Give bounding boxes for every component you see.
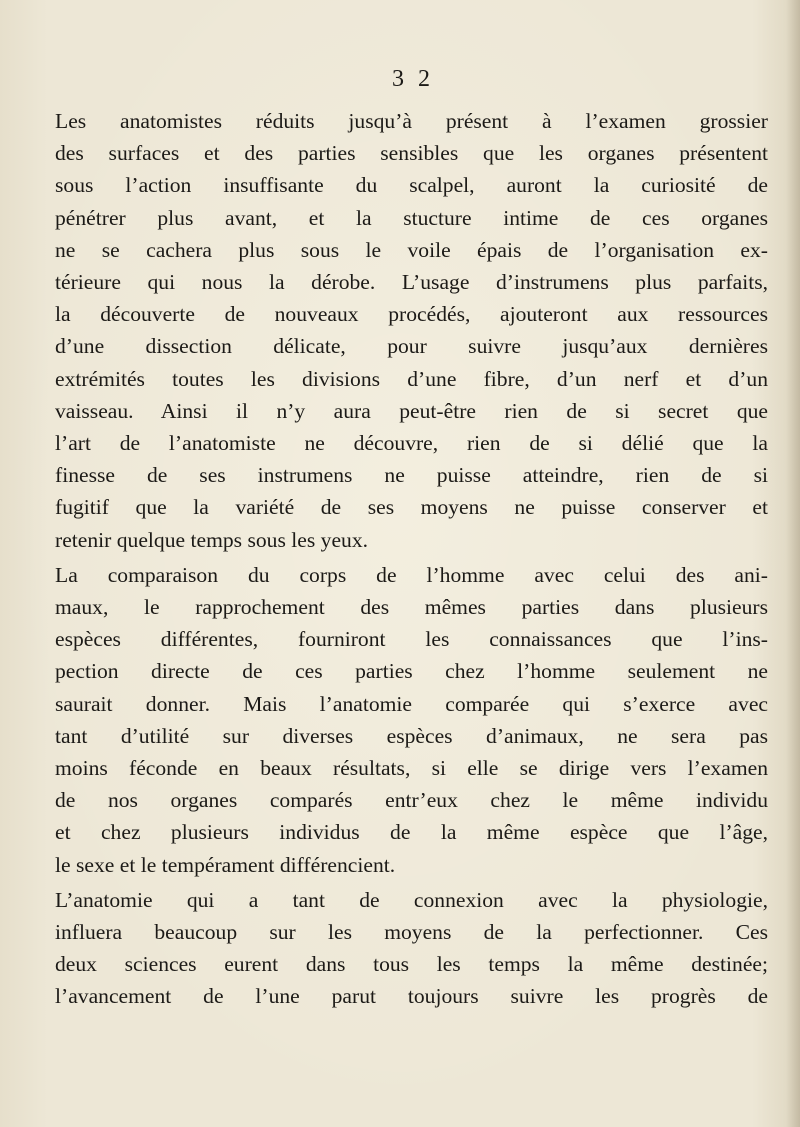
text-line: la découverte de nouveaux procédés, ajouteront aux ressources: [55, 302, 768, 327]
text-line: pénétrer plus avant, et la stucture intime de ces organes: [55, 205, 768, 230]
text-line: deux sciences eurent dans tous les temps la même destinée;: [55, 952, 768, 977]
paragraph-2: [55, 559, 768, 881]
text-line: ne se cachera plus sous le voile épais de l’organisation ex-: [55, 237, 768, 262]
text-line: sous l’action insuffisante du scalpel, auront la curiosité de: [55, 173, 768, 198]
text-line: finesse de ses instrumens ne puisse atteindre, rien de si: [55, 463, 768, 488]
text-line: et chez plusieurs individus de la même espèce que l’âge,: [55, 820, 768, 845]
text-line: l’art de l’anatomiste ne découvre, rien de si délié que la: [55, 431, 768, 456]
text-line: fugitif que la variété de ses moyens ne puisse conserver et: [55, 495, 768, 520]
text-line: le sexe et le tempérament différencient.: [55, 852, 396, 877]
text-line: L’anatomie qui a tant de connexion avec la physiologie,: [55, 887, 768, 912]
page-number: 3 2: [392, 66, 434, 92]
text-line: d’une dissection délicate, pour suivre jusqu’aux dernières: [55, 334, 768, 359]
text-line: pection directe de ces parties chez l’homme seulement ne: [55, 659, 768, 684]
paragraph-1: [55, 105, 768, 556]
text-line: retenir quelque temps sous les yeux.: [55, 527, 369, 552]
text-line: moins féconde en beaux résultats, si elle se dirige vers l’examen: [55, 756, 768, 781]
text-line: extrémités toutes les divisions d’une fibre, d’un nerf et d’un: [55, 366, 768, 391]
body-text: [55, 105, 768, 1013]
text-line: vaisseau. Ainsi il n’y aura peut-être rien de si secret que: [55, 398, 768, 423]
text-line: de nos organes comparés entr’eux chez le même individu: [55, 788, 768, 813]
text-line: térieure qui nous la dérobe. L’usage d’instrumens plus parfaits,: [55, 270, 768, 295]
page-edge-shadow: [786, 0, 800, 1127]
text-line: Les anatomistes réduits jusqu’à présent à l’examen grossier: [55, 109, 768, 133]
text-line: influera beaucoup sur les moyens de la perfectionner. Ces: [55, 920, 768, 945]
paragraph-3: [55, 884, 768, 1013]
text-line: La comparaison du corps de l’homme avec celui des ani-: [55, 562, 768, 587]
text-line: des surfaces et des parties sensibles que les organes présentent: [55, 141, 768, 166]
text-line: maux, le rapprochement des mêmes parties dans plusieurs: [55, 595, 768, 620]
text-line: tant d’utilité sur diverses espèces d’animaux, ne sera pas: [55, 723, 768, 748]
text-line: espèces différentes, fourniront les connaissances que l’ins-: [55, 627, 768, 652]
text-line: saurait donner. Mais l’anatomie comparée qui s’exerce avec: [55, 691, 768, 716]
text-line: l’avancement de l’une parut toujours suivre les progrès de: [55, 984, 768, 1009]
